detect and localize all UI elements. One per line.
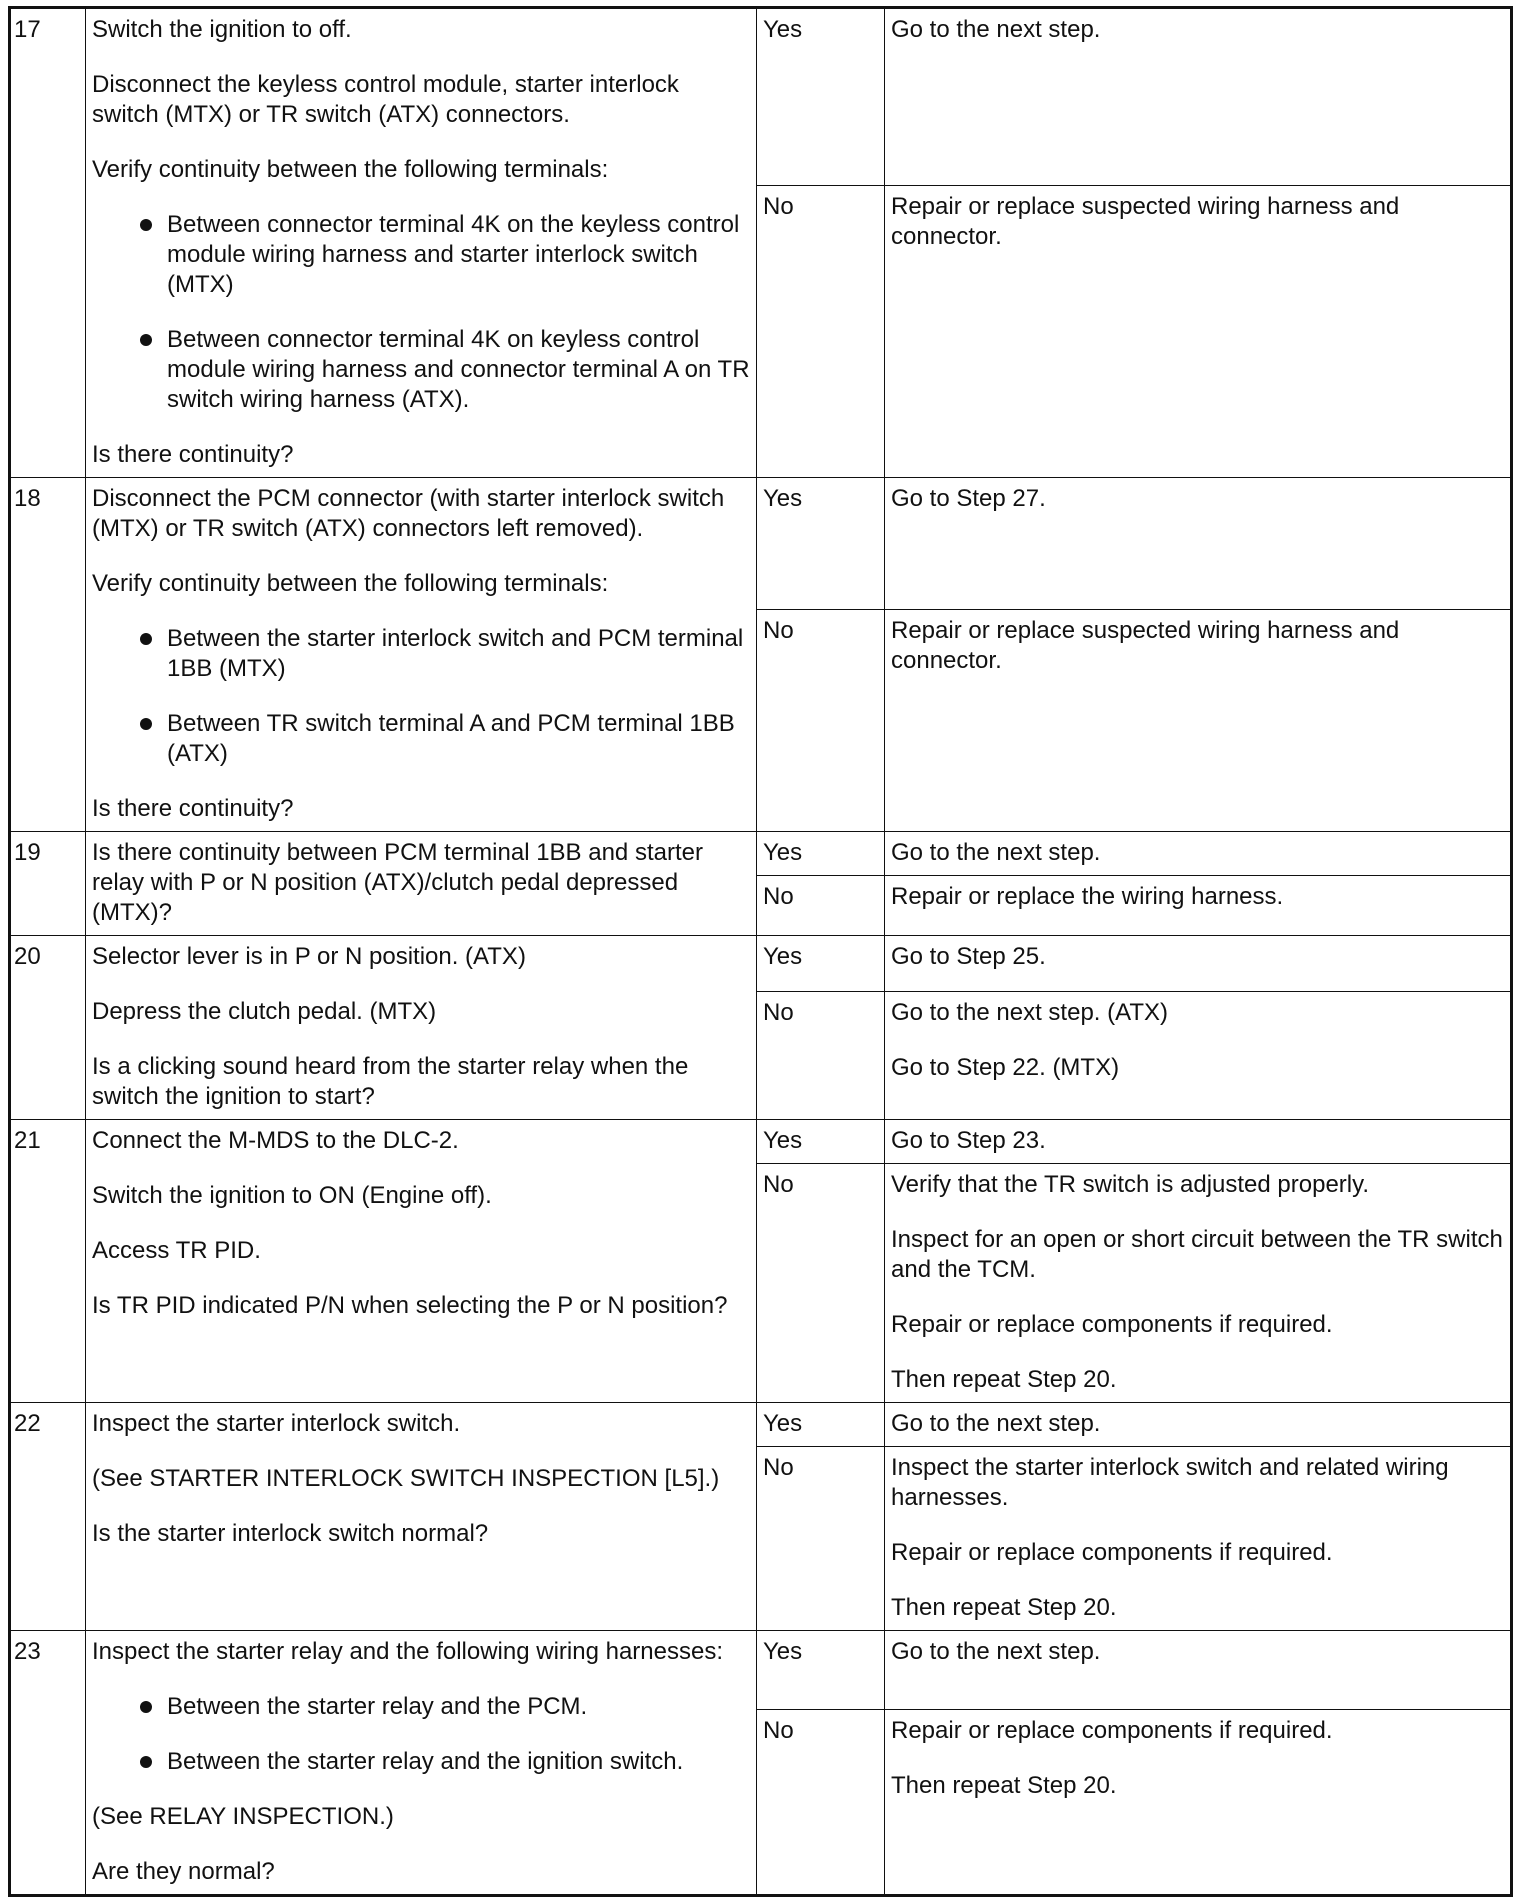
inspection-cell: [86, 1120, 757, 1403]
inspection-question: Is the starter interlock switch normal?: [92, 1520, 489, 1547]
result-answer: Yes: [757, 8, 885, 186]
inspection-text: (See RELAY INSPECTION.): [92, 1803, 394, 1830]
harness-list: [92, 1692, 750, 1777]
inspection-question: Is there continuity?: [92, 441, 294, 468]
step-row-23: [10, 1631, 1512, 1710]
inspection-cell: [86, 832, 757, 936]
result-action: Inspect the starter interlock switch and related wiring harnesses. Repair or replace components if required. Then repeat Step 20.: [885, 1447, 1512, 1631]
step-number: 20: [10, 936, 86, 1120]
step-number: 19: [10, 832, 86, 936]
step-row-19: [10, 832, 1512, 876]
inspection-text: (See STARTER INTERLOCK SWITCH INSPECTION [L5].): [92, 1465, 720, 1492]
inspection-text: Access TR PID.: [92, 1237, 261, 1264]
result-action: Go to the next step.: [885, 832, 1512, 876]
result-answer: Yes: [757, 936, 885, 992]
inspection-cell: [86, 1403, 757, 1631]
list-item: Between TR switch terminal A and PCM terminal 1BB (ATX): [92, 709, 750, 769]
result-answer: Yes: [757, 478, 885, 610]
inspection-text: Disconnect the PCM connector (with starter interlock switch (MTX) or TR switch (ATX) connectors left removed).: [92, 485, 725, 542]
inspection-cell: [86, 8, 757, 478]
result-answer: No: [757, 1710, 885, 1896]
list-item: Between connector terminal 4K on keyless control module wiring harness and connector terminal A on TR switch wiring harness (ATX).: [92, 325, 750, 415]
result-action: Repair or replace components if required. Then repeat Step 20.: [885, 1710, 1512, 1896]
table-body: [10, 8, 1512, 1896]
inspection-text: Disconnect the keyless control module, starter interlock switch (MTX) or TR switch (ATX) connectors.: [92, 71, 679, 128]
inspection-text: Verify continuity between the following terminals:: [92, 156, 609, 183]
step-number: 21: [10, 1120, 86, 1403]
step-number: 18: [10, 478, 86, 832]
result-answer: No: [757, 992, 885, 1120]
list-item: Between the starter relay and the ignition switch.: [92, 1747, 750, 1777]
inspection-question: Is there continuity?: [92, 795, 294, 822]
inspection-text: Selector lever is in P or N position. (ATX): [92, 943, 526, 970]
inspection-cell: [86, 936, 757, 1120]
inspection-text: Verify continuity between the following terminals:: [92, 570, 609, 597]
result-answer: No: [757, 1447, 885, 1631]
step-row-17: [10, 8, 1512, 186]
inspection-text: Inspect the starter interlock switch.: [92, 1410, 461, 1437]
step-row-22: [10, 1403, 1512, 1447]
inspection-question: Is TR PID indicated P/N when selecting the P or N position?: [92, 1292, 728, 1319]
result-action: Go to the next step. (ATX) Go to Step 22. (MTX): [885, 992, 1512, 1120]
result-action: Go to the next step.: [885, 1403, 1512, 1447]
inspection-cell: [86, 1631, 757, 1896]
list-item: Between the starter interlock switch and PCM terminal 1BB (MTX): [92, 624, 750, 684]
inspection-cell: [86, 478, 757, 832]
result-action: Verify that the TR switch is adjusted properly. Inspect for an open or short circuit between the TR switch and the TCM. Repair or replace components if required. Then repeat Step 20.: [885, 1164, 1512, 1403]
result-answer: Yes: [757, 1403, 885, 1447]
inspection-text: Connect the M-MDS to the DLC-2.: [92, 1127, 459, 1154]
terminal-list: [92, 210, 750, 415]
result-answer: Yes: [757, 1631, 885, 1710]
list-item: Between connector terminal 4K on the keyless control module wiring harness and starter interlock switch (MTX): [92, 210, 750, 300]
result-action: Go to Step 25.: [885, 936, 1512, 992]
inspection-text: Is there continuity between PCM terminal 1BB and starter relay with P or N position (ATX)/clutch pedal depressed (MTX)?: [92, 839, 703, 926]
inspection-text: Is a clicking sound heard from the starter relay when the switch the ignition to start?: [92, 1053, 689, 1110]
result-action: Go to Step 23.: [885, 1120, 1512, 1164]
inspection-text: Switch the ignition to ON (Engine off).: [92, 1182, 492, 1209]
inspection-text: Inspect the starter relay and the following wiring harnesses:: [92, 1638, 723, 1665]
step-number: 22: [10, 1403, 86, 1631]
result-action: Repair or replace suspected wiring harness and connector.: [885, 185, 1512, 477]
inspection-text: Depress the clutch pedal. (MTX): [92, 998, 437, 1025]
list-item: Between the starter relay and the PCM.: [92, 1692, 750, 1722]
result-answer: Yes: [757, 1120, 885, 1164]
result-action: Go to Step 27.: [885, 478, 1512, 610]
step-number: 17: [10, 8, 86, 478]
terminal-list: [92, 624, 750, 769]
step-row-20: [10, 936, 1512, 992]
result-action: Go to the next step.: [885, 8, 1512, 186]
step-row-21: [10, 1120, 1512, 1164]
result-action: Repair or replace suspected wiring harness and connector.: [885, 610, 1512, 832]
diagnostic-procedure-table: [8, 6, 1513, 1897]
result-answer: No: [757, 876, 885, 936]
result-answer: No: [757, 1164, 885, 1403]
step-number: 23: [10, 1631, 86, 1896]
result-action: Repair or replace the wiring harness.: [885, 876, 1512, 936]
result-answer: Yes: [757, 832, 885, 876]
step-row-18: [10, 478, 1512, 610]
result-action: Go to the next step.: [885, 1631, 1512, 1710]
result-answer: No: [757, 610, 885, 832]
inspection-text: Switch the ignition to off.: [92, 16, 352, 43]
result-answer: No: [757, 185, 885, 477]
inspection-question: Are they normal?: [92, 1858, 275, 1885]
